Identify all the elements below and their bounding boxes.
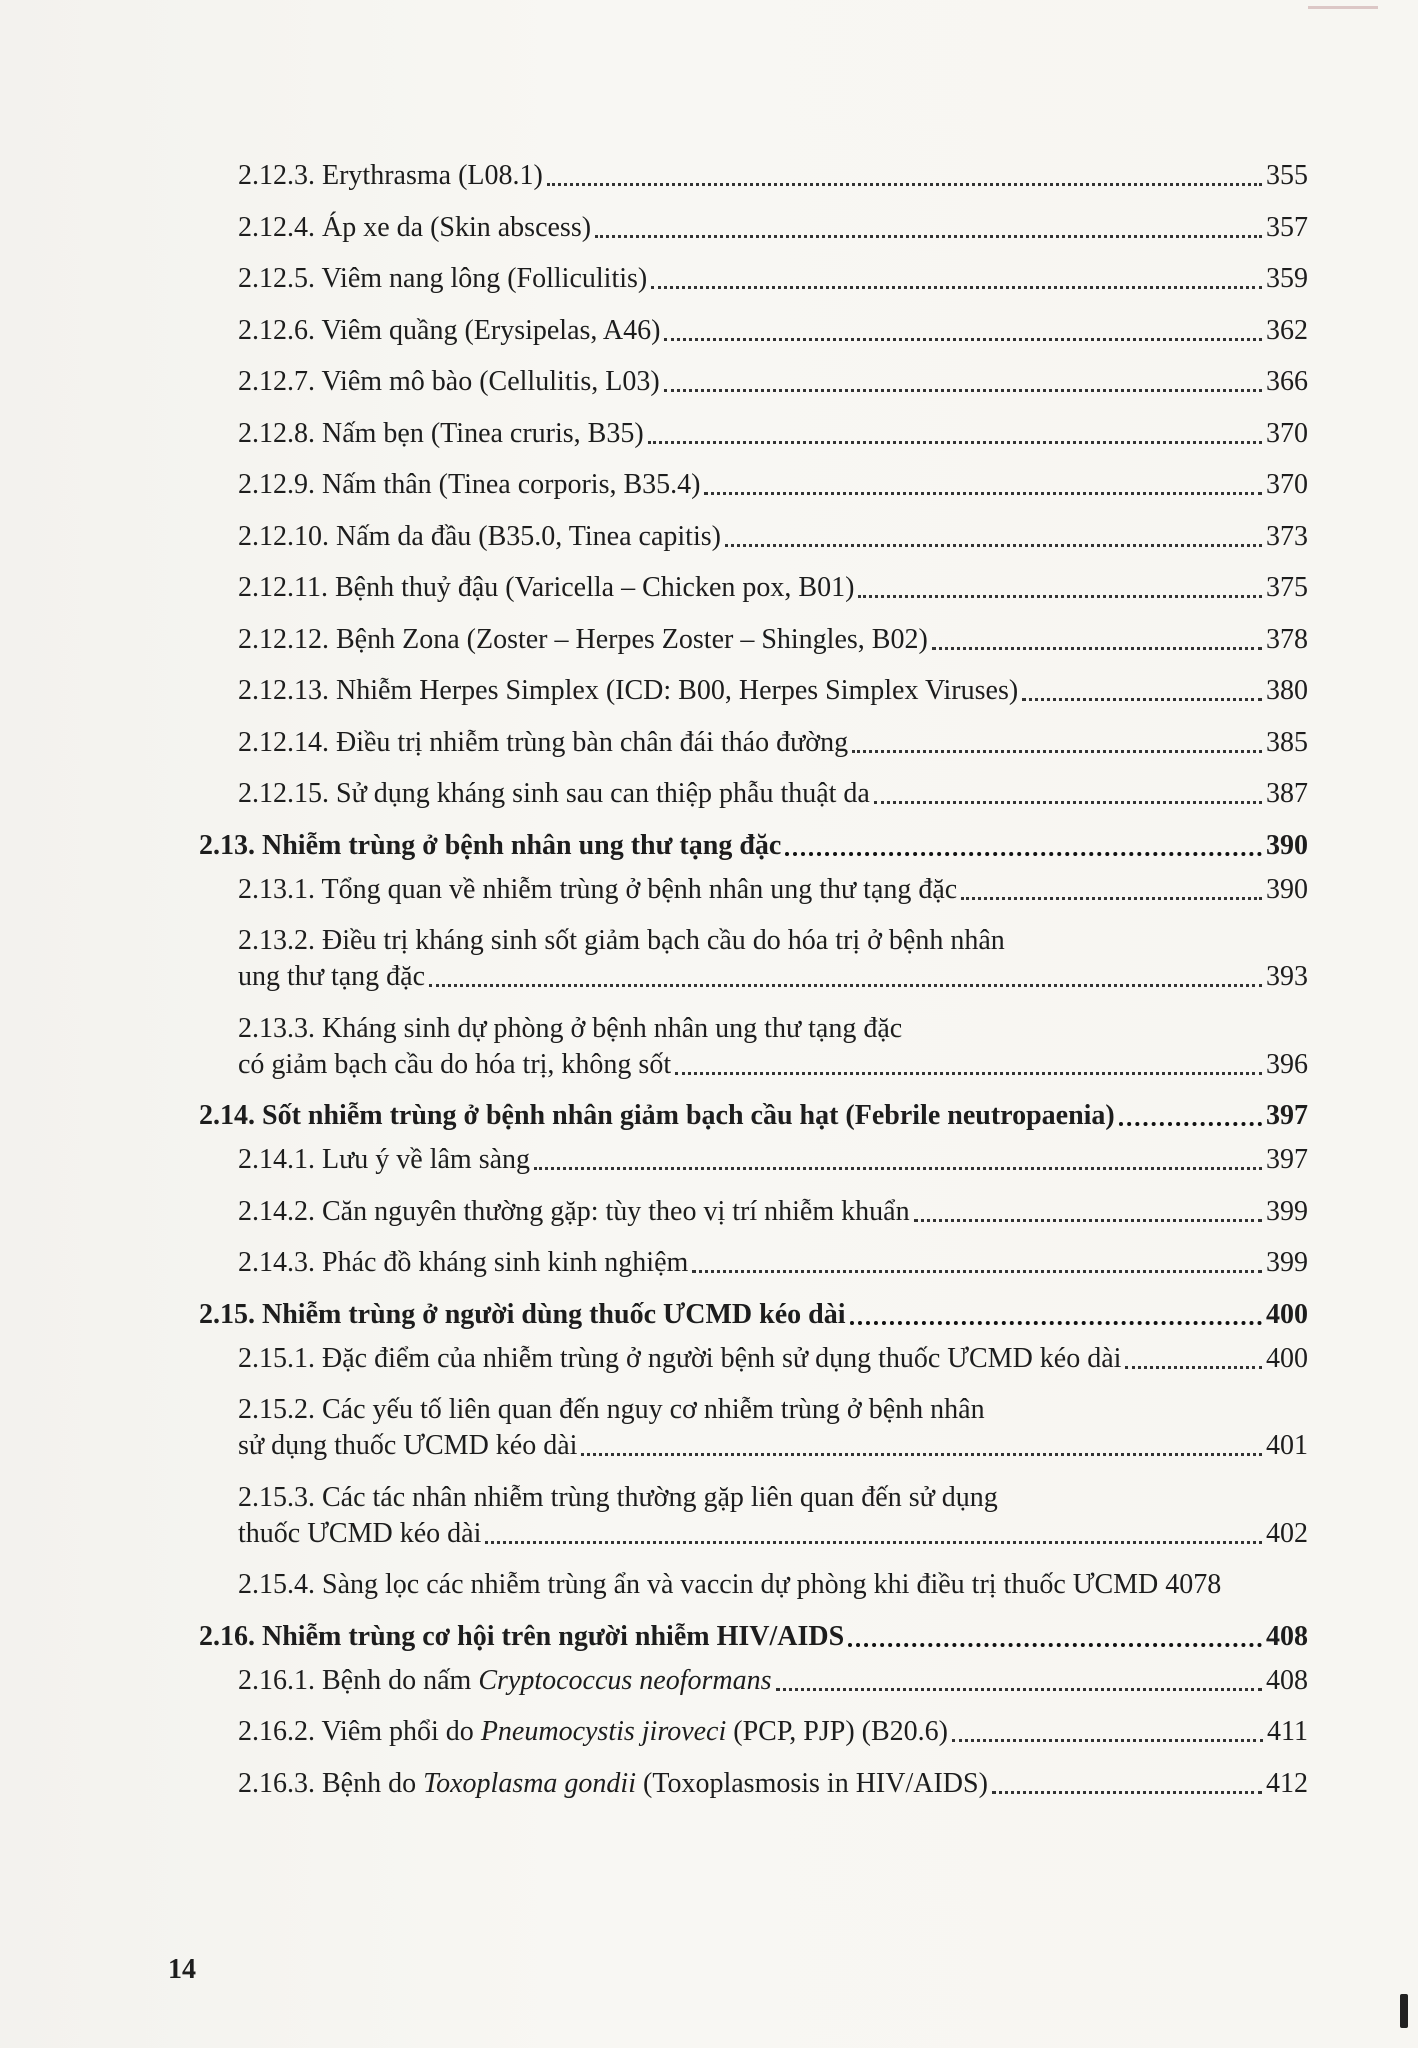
- toc-page-number: 355: [1266, 160, 1308, 191]
- toc-entry[interactable]: [238, 673, 1308, 709]
- toc-entry-label: 2.12.3. Erythrasma (L08.1): [238, 160, 543, 191]
- toc-page-number: 370: [1266, 469, 1308, 500]
- toc-entry[interactable]: [238, 923, 1308, 995]
- toc-entry[interactable]: [238, 1766, 1308, 1802]
- toc-entry[interactable]: [238, 1714, 1308, 1750]
- toc-entry[interactable]: [238, 1663, 1308, 1699]
- leader-dots: [547, 183, 1262, 186]
- toc-page-number: 396: [1266, 1048, 1308, 1080]
- toc-section-entry[interactable]: [199, 1098, 1308, 1134]
- toc-entry[interactable]: [238, 1194, 1308, 1230]
- label-prefix: 2.16.2. Viêm phổi do: [238, 1716, 481, 1747]
- leader-dots: [648, 441, 1262, 444]
- leader-dots: [1119, 1122, 1262, 1126]
- leader-dots: [581, 1453, 1262, 1456]
- toc-page-number: 412: [1266, 1767, 1308, 1799]
- toc-page-number: 375: [1266, 572, 1308, 603]
- toc-entry-label: 2.12.15. Sử dụng kháng sinh sau can thiệp phẫu thuật da: [238, 778, 870, 809]
- toc-entry-label: 2.13.1. Tổng quan về nhiễm trùng ở bệnh nhân ung thư tạng đặc: [238, 873, 958, 905]
- leader-dots: [952, 1739, 1263, 1742]
- toc-section-entry[interactable]: [199, 828, 1308, 864]
- toc-entry-label: 2.12.8. Nấm bẹn (Tinea cruris, B35): [238, 417, 644, 449]
- toc-entry[interactable]: [238, 1011, 1308, 1083]
- toc-page-number: 408: [1266, 1620, 1308, 1652]
- leader-dots: [534, 1167, 1262, 1170]
- toc-entry-label: 2.14.3. Phác đồ kháng sinh kinh nghiệm: [238, 1247, 689, 1278]
- toc-entry-label: 2.14.1. Lưu ý về lâm sàng: [238, 1144, 531, 1175]
- toc-entry-label: 2.14.2. Căn nguyên thường gặp: tùy theo vị trí nhiễm khuẩn: [238, 1195, 910, 1227]
- toc-entry-label-continued: sử dụng thuốc ƯCMD kéo dài: [238, 1430, 578, 1461]
- toc-entry-label: [238, 1714, 948, 1750]
- table-of-contents: [199, 158, 1308, 1817]
- toc-page-number: 357: [1266, 211, 1308, 243]
- toc-entry-label: 2.12.11. Bệnh thuỷ đậu (Varicella – Chicken pox, B01): [238, 572, 855, 603]
- toc-entry[interactable]: [238, 313, 1308, 349]
- toc-entry-label: 2.12.6. Viêm quầng (Erysipelas, A46): [238, 314, 661, 346]
- toc-entry-label: 2.15.1. Đặc điểm của nhiễm trùng ở người bệnh sử dụng thuốc ƯCMD kéo dài: [238, 1342, 1122, 1374]
- leader-dots: [429, 984, 1262, 987]
- toc-page-number: 401: [1266, 1430, 1308, 1461]
- toc-entry-label: 2.12.13. Nhiễm Herpes Simplex (ICD: B00, Herpes Simplex Viruses): [238, 675, 1019, 706]
- leader-dots: [874, 801, 1262, 804]
- toc-page-number: 390: [1266, 829, 1308, 861]
- toc-entry-label: 2.12.14. Điều trị nhiễm trùng bàn chân đái tháo đường: [238, 726, 849, 758]
- toc-page-number: 397: [1266, 1100, 1308, 1131]
- toc-entry[interactable]: [238, 467, 1308, 503]
- toc-page-number: 380: [1266, 675, 1308, 706]
- toc-page-number: 378: [1266, 623, 1308, 655]
- toc-page-number: 400: [1266, 1298, 1308, 1330]
- toc-entry-label: 2.12.10. Nấm da đầu (B35.0, Tinea capitis): [238, 520, 721, 552]
- toc-page-number: 373: [1266, 520, 1308, 552]
- toc-entry-label: 2.15.4. Sàng lọc các nhiễm trùng ẩn và vaccin dự phòng khi điều trị thuốc ƯCMD 4078: [238, 1569, 1222, 1600]
- toc-entry[interactable]: [238, 776, 1308, 812]
- toc-entry-label: 2.13.3. Kháng sinh dự phòng ở bệnh nhân ung thư tạng đặc: [238, 1012, 903, 1044]
- page-smudge: [1308, 6, 1378, 9]
- label-prefix: 2.16.3. Bệnh do: [238, 1767, 424, 1799]
- leader-dots: [852, 750, 1262, 753]
- toc-entry-label-continued: ung thư tạng đặc: [238, 961, 426, 992]
- leader-dots: [664, 389, 1262, 392]
- toc-entry-label: [238, 1663, 772, 1699]
- leader-dots: [675, 1072, 1262, 1075]
- toc-entry[interactable]: [238, 622, 1308, 658]
- toc-entry[interactable]: [238, 261, 1308, 297]
- leader-dots: [850, 1321, 1262, 1325]
- page-edge-mark: [1400, 1994, 1408, 2028]
- toc-entry-label: 2.12.12. Bệnh Zona (Zoster – Herpes Zoster – Shingles, B02): [238, 623, 928, 655]
- toc-page-number: 366: [1266, 366, 1308, 397]
- toc-section-entry[interactable]: [199, 1297, 1308, 1333]
- toc-entry-label: 2.12.9. Nấm thân (Tinea corporis, B35.4): [238, 469, 701, 500]
- leader-dots: [651, 286, 1262, 289]
- organism-name: Cryptococcus neoformans: [478, 1664, 772, 1696]
- toc-page-number: 393: [1266, 961, 1308, 992]
- toc-entry-label-continued: thuốc ƯCMD kéo dài: [238, 1517, 482, 1549]
- toc-entry[interactable]: [238, 158, 1308, 194]
- toc-entry-label: 2.13. Nhiễm trùng ở bệnh nhân ung thư tạng đặc: [199, 829, 782, 861]
- toc-page-number: 400: [1266, 1342, 1308, 1374]
- toc-page-number: 390: [1266, 873, 1308, 905]
- toc-entry[interactable]: [238, 1245, 1308, 1281]
- toc-page-number: 411: [1267, 1716, 1308, 1747]
- toc-entry-label-continued: có giảm bạch cầu do hóa trị, không sốt: [238, 1048, 672, 1080]
- leader-dots: [595, 235, 1262, 238]
- toc-entry[interactable]: [238, 872, 1308, 908]
- leader-dots: [485, 1541, 1262, 1544]
- organism-name: Pneumocystis jiroveci: [480, 1716, 727, 1747]
- toc-entry[interactable]: [238, 725, 1308, 761]
- toc-entry[interactable]: [238, 364, 1308, 400]
- leader-dots: [914, 1219, 1262, 1222]
- label-prefix: 2.16.1. Bệnh do nấm: [238, 1664, 479, 1696]
- toc-page-number: 370: [1266, 417, 1308, 449]
- leader-dots: [664, 338, 1262, 341]
- toc-entry-label: 2.14. Sốt nhiễm trùng ở bệnh nhân giảm bạch cầu hạt (Febrile neutropaenia): [199, 1100, 1115, 1131]
- toc-page-number: 402: [1266, 1517, 1308, 1549]
- toc-entry[interactable]: [238, 1392, 1308, 1464]
- leader-dots: [1125, 1366, 1262, 1369]
- toc-entry-label: [238, 1766, 988, 1802]
- toc-page-number: 385: [1266, 726, 1308, 758]
- leader-dots: [848, 1643, 1262, 1647]
- toc-entry-label: 2.12.4. Áp xe da (Skin abscess): [238, 211, 592, 243]
- toc-entry-label: 2.16. Nhiễm trùng cơ hội trên người nhiễm HIV/AIDS: [199, 1620, 845, 1652]
- leader-dots: [1022, 698, 1262, 701]
- leader-dots: [725, 544, 1262, 547]
- toc-page-number: 399: [1266, 1247, 1308, 1278]
- toc-entry-label: 2.15.2. Các yếu tố liên quan đến nguy cơ nhiễm trùng ở bệnh nhân: [238, 1394, 985, 1425]
- toc-page-number: 397: [1266, 1144, 1308, 1175]
- toc-entry-label: 2.12.7. Viêm mô bào (Cellulitis, L03): [238, 366, 660, 397]
- leader-dots: [858, 595, 1262, 598]
- toc-entry[interactable]: [238, 1567, 1308, 1603]
- leader-dots: [785, 852, 1262, 856]
- toc-page-number: 362: [1266, 314, 1308, 346]
- leader-dots: [776, 1688, 1263, 1691]
- toc-section-entry[interactable]: [199, 1619, 1308, 1655]
- toc-page-number: 399: [1266, 1195, 1308, 1227]
- page-number: 14: [168, 1954, 196, 1985]
- toc-entry-label: 2.15. Nhiễm trùng ở người dùng thuốc ƯCMD kéo dài: [199, 1298, 846, 1330]
- toc-entry[interactable]: [238, 210, 1308, 246]
- toc-entry-label: 2.12.5. Viêm nang lông (Folliculitis): [238, 263, 648, 294]
- label-suffix: (Toxoplasmosis in HIV/AIDS): [636, 1767, 988, 1799]
- leader-dots: [992, 1791, 1262, 1794]
- leader-dots: [932, 647, 1262, 650]
- toc-entry[interactable]: [238, 1480, 1308, 1552]
- toc-entry[interactable]: [238, 416, 1308, 452]
- leader-dots: [704, 492, 1262, 495]
- toc-entry[interactable]: [238, 570, 1308, 606]
- label-suffix: (PCP, PJP) (B20.6): [726, 1716, 948, 1747]
- toc-entry-label: 2.13.2. Điều trị kháng sinh sốt giảm bạch cầu do hóa trị ở bệnh nhân: [238, 925, 1005, 956]
- toc-entry[interactable]: [238, 1341, 1308, 1377]
- leader-dots: [961, 897, 1262, 900]
- leader-dots: [692, 1270, 1262, 1273]
- organism-name: Toxoplasma gondii: [423, 1767, 636, 1799]
- toc-entry-label: 2.15.3. Các tác nhân nhiễm trùng thường gặp liên quan đến sử dụng: [238, 1481, 998, 1513]
- toc-entry[interactable]: [238, 519, 1308, 555]
- toc-entry[interactable]: [238, 1142, 1308, 1178]
- toc-page-number: 387: [1266, 778, 1308, 809]
- toc-page-number: 359: [1266, 263, 1308, 294]
- toc-page-number: 408: [1266, 1664, 1308, 1696]
